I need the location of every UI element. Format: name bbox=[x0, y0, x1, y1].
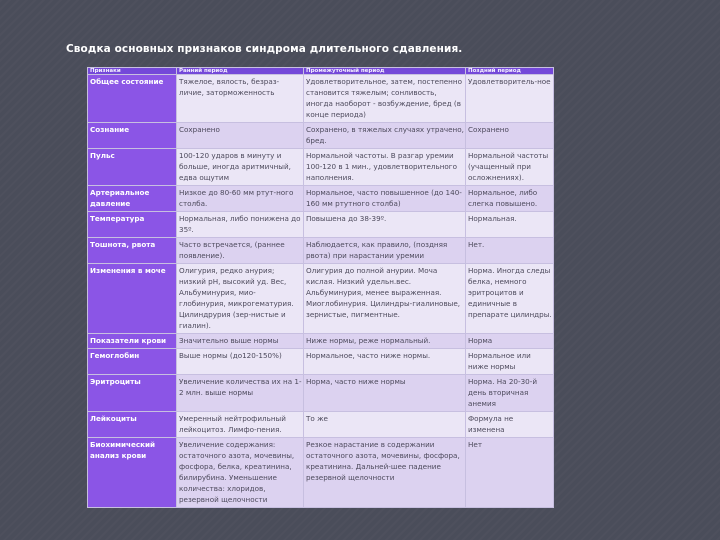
row-label: Температура bbox=[88, 212, 177, 238]
table-cell: Нормальной частоты (учащенный при осложнениях). bbox=[466, 149, 554, 186]
table-cell: Нет bbox=[466, 438, 554, 508]
table-cell: Нормальная, либо понижена до 35º. bbox=[177, 212, 304, 238]
slide-title: Сводка основных признаков синдрома длительного сдавления. bbox=[66, 43, 463, 55]
table-row bbox=[88, 412, 554, 438]
table-cell: Удовлетворительное, затем, постепенно становится тяжелым; сонливость, иногда наоборот - возбуждение, бред (в конце периода) bbox=[304, 75, 466, 123]
column-header: Промежуточный период bbox=[304, 68, 466, 75]
row-label: Общее состояние bbox=[88, 75, 177, 123]
table-cell: Резкое нарастание в содержании остаточного азота, мочевины, фосфора, креатинина. Дальней-шее падение резервной щелочности bbox=[304, 438, 466, 508]
column-header: Поздний период bbox=[466, 68, 554, 75]
row-label: Биохимический анализ крови bbox=[88, 438, 177, 508]
table-cell: Нормальная. bbox=[466, 212, 554, 238]
table-cell: Формула не изменена bbox=[466, 412, 554, 438]
row-label: Эритроциты bbox=[88, 375, 177, 412]
table-cell: Нет. bbox=[466, 238, 554, 264]
row-label: Пульс bbox=[88, 149, 177, 186]
table-header-row bbox=[88, 68, 554, 75]
table-cell: Удовлетворитель-ное bbox=[466, 75, 554, 123]
table-row bbox=[88, 212, 554, 238]
summary-table-container bbox=[87, 67, 553, 504]
summary-table bbox=[87, 67, 554, 508]
table-cell: Выше нормы (до120-150%) bbox=[177, 349, 304, 375]
row-label: Гемоглобин bbox=[88, 349, 177, 375]
table-cell: Наблюдается, как правило, (поздняя рвота) при нарастании уремии bbox=[304, 238, 466, 264]
table-cell: Норма, часто ниже нормы bbox=[304, 375, 466, 412]
column-header: Признаки bbox=[88, 68, 177, 75]
table-cell: Нормальное, часто ниже нормы. bbox=[304, 349, 466, 375]
table-row bbox=[88, 264, 554, 334]
table-cell: Нормальное, либо слегка повышено. bbox=[466, 186, 554, 212]
row-label: Сознание bbox=[88, 123, 177, 149]
table-cell: Сохранено bbox=[177, 123, 304, 149]
table-cell: Олигурия до полной анурии. Моча кислая. Низкий удельн.вес. Альбуминурия, менее выраженная. Миоглобинурия. Цилиндры-гиалиновые, зернистые, пигментные. bbox=[304, 264, 466, 334]
row-label: Лейкоциты bbox=[88, 412, 177, 438]
table-cell: Низкое до 80-60 мм ртут-ного столба. bbox=[177, 186, 304, 212]
row-label: Показатели крови bbox=[88, 334, 177, 349]
table-row bbox=[88, 238, 554, 264]
table-cell: Повышена до 38-39º. bbox=[304, 212, 466, 238]
table-cell: Норма. На 20-30-й день вторичная анемия bbox=[466, 375, 554, 412]
column-header: Ранний период bbox=[177, 68, 304, 75]
table-cell: Нормальное или ниже нормы bbox=[466, 349, 554, 375]
row-label: Тошнота, рвота bbox=[88, 238, 177, 264]
table-row bbox=[88, 349, 554, 375]
table-cell: 100-120 ударов в минуту и больше, иногда аритмичный, едва ощутим bbox=[177, 149, 304, 186]
table-cell: Тяжелое, вялость, безраз-личие, заторможенность bbox=[177, 75, 304, 123]
table-cell: Олигурия, редко анурия; низкий pH, высокий уд. Вес, Альбуминурия, мио-глобинурия, микрогематурия. Цилиндрурия (зер-нистые и гиалин). bbox=[177, 264, 304, 334]
table-cell: Норма. Иногда следы белка, немного эритроцитов и единичные в препарате цилиндры. bbox=[466, 264, 554, 334]
table-cell: Умеренный нейтрофильный лейкоцитоз. Лимфо-пения. bbox=[177, 412, 304, 438]
table-cell: То же bbox=[304, 412, 466, 438]
table-row bbox=[88, 123, 554, 149]
table-cell: Часто встречается, (раннее появление). bbox=[177, 238, 304, 264]
table-cell: Значительно выше нормы bbox=[177, 334, 304, 349]
table-row bbox=[88, 438, 554, 508]
table-cell: Норма bbox=[466, 334, 554, 349]
table-cell: Сохранено bbox=[466, 123, 554, 149]
row-label: Артериальное давление bbox=[88, 186, 177, 212]
table-cell: Ниже нормы, реже нормальный. bbox=[304, 334, 466, 349]
table-row bbox=[88, 334, 554, 349]
table-cell: Увеличение содержания: остаточного азота, мочевины, фосфора, белка, креатинина, билирубина. Уменьшение количества: хлоридов, резервной щелочности bbox=[177, 438, 304, 508]
table-cell: Сохранено, в тяжелых случаях утрачено, бред. bbox=[304, 123, 466, 149]
table-row bbox=[88, 186, 554, 212]
table-row bbox=[88, 149, 554, 186]
row-label: Изменения в моче bbox=[88, 264, 177, 334]
table-cell: Нормальное, часто повышенное (до 140-160 мм ртутного столба) bbox=[304, 186, 466, 212]
table-cell: Нормальной частоты. В разгар уремии 100-120 в 1 мин., удовлетворительного наполнения. bbox=[304, 149, 466, 186]
table-row bbox=[88, 375, 554, 412]
table-row bbox=[88, 75, 554, 123]
table-cell: Увеличение количества их на 1-2 млн. выше нормы bbox=[177, 375, 304, 412]
